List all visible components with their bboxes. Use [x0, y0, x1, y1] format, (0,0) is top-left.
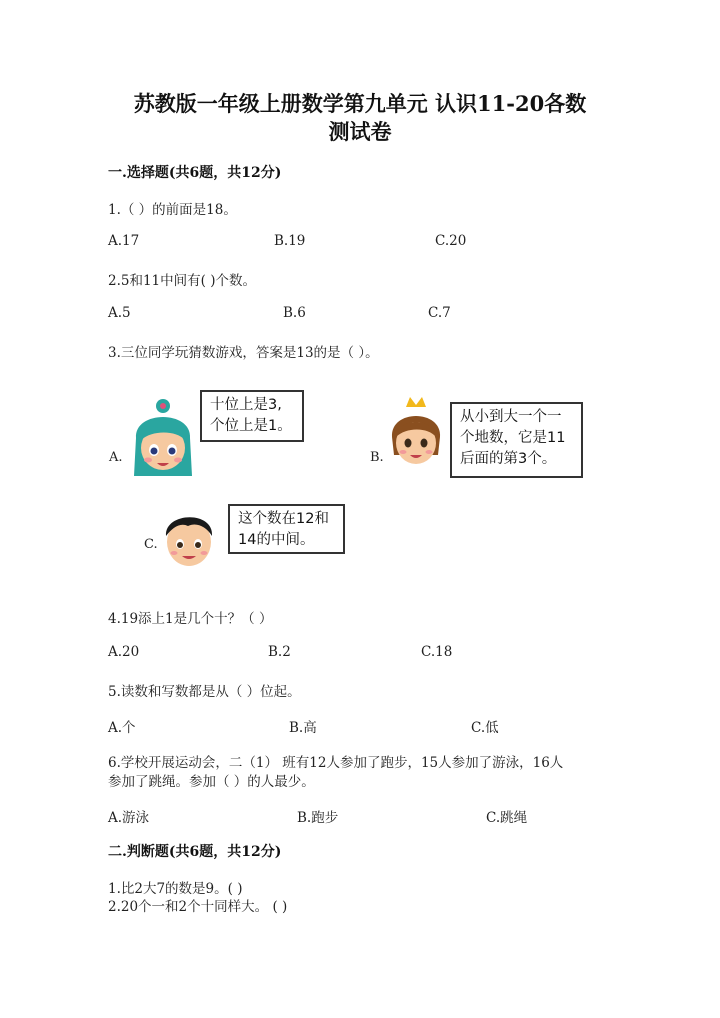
- q2-option-a: A.5: [108, 305, 131, 321]
- speech-a-line2: 个位上是1。: [210, 418, 292, 434]
- q5-option-a: A.个: [108, 720, 136, 736]
- girl-crown-icon: [388, 393, 444, 473]
- q3-choice-c-label: C.: [144, 537, 158, 552]
- speech-a-line1: 十位上是3,: [210, 397, 282, 413]
- q2-option-c: C.7: [428, 305, 451, 321]
- page-title-line2: 测试卷: [328, 119, 392, 144]
- question-2: 2.5和11中间有( )个数。: [108, 273, 256, 289]
- q4-option-c: C.18: [421, 644, 453, 660]
- judgement-question-1: 1.比2大7的数是9。( ): [108, 881, 243, 897]
- q6-option-b: B.跑步: [297, 810, 339, 826]
- question-4: 4.19添上1是几个十？（ ）: [108, 611, 273, 627]
- speech-b-line3: 后面的第3个。: [460, 451, 557, 467]
- q1-option-c: C.20: [435, 233, 467, 249]
- q6-option-c: C.跳绳: [486, 810, 528, 826]
- judgement-question-2: 2.20个一和2个十同样大。 ( ): [108, 899, 288, 915]
- q3-choice-b-label: B.: [370, 450, 384, 465]
- q1-option-b: B.19: [274, 233, 306, 249]
- question-1: 1.（ ）的前面是18。: [108, 202, 237, 218]
- speech-bubble-b: [450, 402, 583, 478]
- girl-teal-hair-icon: [130, 398, 196, 482]
- speech-c-line1: 这个数在12和: [238, 511, 329, 527]
- question-3: 3.三位同学玩猜数游戏，答案是13的是（ ）。: [108, 345, 379, 361]
- speech-b-line2: 个地数，它是11: [460, 430, 566, 446]
- q6-option-a: A.游泳: [108, 810, 150, 826]
- question-5: 5.读数和写数都是从（ ）位起。: [108, 684, 301, 700]
- speech-bubble-a: [200, 390, 304, 442]
- q4-option-b: B.2: [268, 644, 291, 660]
- section-heading-judgement: 二.判断题(共6题，共12分): [108, 844, 282, 860]
- q5-option-b: B.高: [289, 720, 317, 736]
- speech-b-line1: 从小到大一个一: [460, 409, 562, 425]
- section-heading-choice: 一.选择题(共6题，共12分): [108, 165, 282, 181]
- question-6-line2: 参加了跳绳。参加（ ）的人最少。: [108, 774, 315, 790]
- q1-option-a: A.17: [108, 233, 140, 249]
- q2-option-b: B.6: [283, 305, 306, 321]
- boy-icon: [160, 506, 218, 570]
- q4-option-a: A.20: [108, 644, 140, 660]
- q5-option-c: C.低: [471, 720, 499, 736]
- speech-c-line2: 14的中间。: [238, 532, 315, 548]
- speech-bubble-c: [228, 504, 345, 554]
- q3-choice-a-label: A.: [109, 450, 123, 465]
- question-6-line1: 6.学校开展运动会，二（1） 班有12人参加了跑步，15人参加了游泳，16人: [108, 755, 564, 771]
- page-title: 苏教版一年级上册数学第九单元 认识11-20各数: [133, 91, 587, 116]
